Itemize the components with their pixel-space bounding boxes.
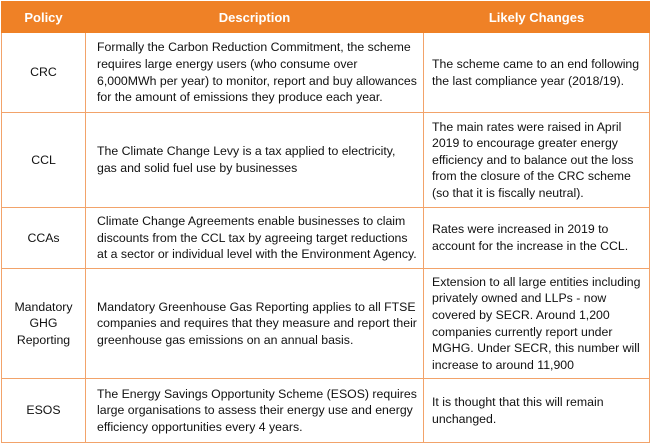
policy-label: CRC xyxy=(30,65,57,80)
policy-cell xyxy=(2,208,86,269)
changes-cell: Extension to all large entities including privately owned and LLPs - now covered by SECR. Around 1,200 companies currently report under MGHG. Under SECR, this number will increase to around 11,900 xyxy=(424,269,650,379)
header-policy: Policy xyxy=(2,2,86,33)
changes-cell: The main rates were raised in April 2019 to encourage greater energy efficiency and to balance out the loss from the closure of the CRC scheme (so that it is fiscally neutral). xyxy=(424,113,650,208)
description-cell: The Energy Savings Opportunity Scheme (ESOS) requires large organisations to assess their energy use and energy efficiency opportunities every 4 years. xyxy=(86,379,424,443)
policy-label: GHG xyxy=(29,316,58,331)
policy-cell xyxy=(2,113,86,208)
table-row xyxy=(2,379,650,443)
header-description: Description xyxy=(86,2,424,33)
table-row xyxy=(2,33,650,113)
policy-cell xyxy=(2,33,86,113)
policy-label: ESOS xyxy=(26,403,61,418)
changes-cell: The scheme came to an end following the last compliance year (2018/19). xyxy=(424,33,650,113)
policy-label: Reporting xyxy=(16,332,71,347)
description-cell: The Climate Change Levy is a tax applied to electricity, gas and solid fuel use by businesses xyxy=(86,113,424,208)
table-header-row xyxy=(2,2,650,33)
policy-table xyxy=(1,1,650,443)
table-row xyxy=(2,269,650,379)
policy-label: Mandatory xyxy=(14,299,73,314)
changes-cell: Rates were increased in 2019 to account for the increase in the CCL. xyxy=(424,208,650,269)
policy-cell xyxy=(2,379,86,443)
policy-cell xyxy=(2,269,86,379)
description-cell: Formally the Carbon Reduction Commitment, the scheme requires large energy users (who consume over 6,000MWh per year) to monitor, report and buy allowances for the amount of emissions they produce each year. xyxy=(86,33,424,113)
description-cell: Mandatory Greenhouse Gas Reporting applies to all FTSE companies and requires that they measure and report their greenhouse gas emissions on an annual basis. xyxy=(86,269,424,379)
policy-label: CCAs xyxy=(27,230,60,245)
header-likely-changes: Likely Changes xyxy=(424,2,650,33)
table-row xyxy=(2,208,650,269)
policy-label: CCL xyxy=(31,152,56,167)
description-cell: Climate Change Agreements enable businesses to claim discounts from the CCL tax by agreeing target reductions at a sector or individual level with the Environment Agency. xyxy=(86,208,424,269)
changes-cell: It is thought that this will remain unchanged. xyxy=(424,379,650,443)
table-row xyxy=(2,113,650,208)
